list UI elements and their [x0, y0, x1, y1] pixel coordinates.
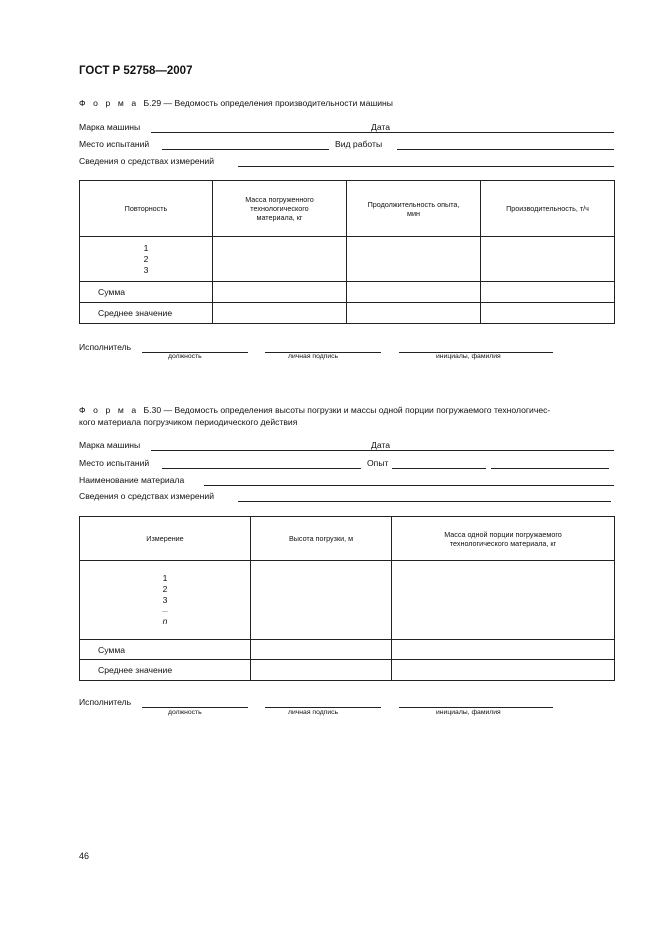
- signature-caption: личная подпись: [288, 709, 339, 716]
- form-29-work-type-field[interactable]: [397, 149, 614, 150]
- table-cell[interactable]: [251, 660, 392, 681]
- table-row-sum: [80, 282, 615, 303]
- table-cell[interactable]: [481, 303, 615, 324]
- position-caption: должность: [168, 709, 202, 716]
- form-30-material-label: Наименование материала: [79, 475, 185, 485]
- row-number: 3: [143, 264, 149, 275]
- form-29-row-brand-date: [79, 122, 614, 134]
- table-header-row: [80, 181, 615, 237]
- row-number: 2: [143, 253, 149, 264]
- table-cell[interactable]: [347, 282, 481, 303]
- form-30-signature-row: [79, 697, 559, 709]
- table-row-mean: [80, 303, 615, 324]
- table-cell[interactable]: [392, 660, 615, 681]
- form-29-title: Б.29 — Ведомость определения производительности машины: [143, 98, 393, 108]
- form-29-instruments-field[interactable]: [238, 166, 614, 167]
- form-29-brand-label: Марка машины: [79, 122, 141, 132]
- row-number: ...: [162, 607, 168, 614]
- table-cell[interactable]: [251, 640, 392, 660]
- form-29-date-field[interactable]: [396, 132, 614, 133]
- form-30-experiment-field-2[interactable]: [491, 468, 609, 469]
- signature-caption: личная подпись: [288, 353, 339, 360]
- mean-label: Среднее значение: [80, 303, 213, 324]
- header-portion-mass: Масса одной порции погружаемого технологического материала, кг: [392, 517, 615, 561]
- sum-label: Сумма: [80, 640, 251, 660]
- table-cell[interactable]: [251, 561, 392, 640]
- measurement-numbers: [80, 561, 251, 640]
- row-number: 1: [143, 242, 149, 253]
- header-measurement: Измерение: [80, 517, 251, 561]
- form-29-table: [79, 180, 615, 324]
- sum-label: Сумма: [80, 282, 213, 303]
- form-30-brand-label: Марка машины: [79, 440, 141, 450]
- table-cell[interactable]: [392, 561, 615, 640]
- form-30-title-1: Б.30 — Ведомость определения высоты погрузки и массы одной порции погружаемого технологичес-: [143, 405, 551, 415]
- form-30-table: [79, 516, 615, 681]
- table-cell[interactable]: [213, 282, 347, 303]
- form-30-row-brand-date: [79, 440, 614, 452]
- table-cell[interactable]: [213, 303, 347, 324]
- form-30-date-field[interactable]: [396, 450, 614, 451]
- form-30-experiment-field-1[interactable]: [392, 468, 486, 469]
- table-cell[interactable]: [481, 282, 615, 303]
- form-29-row-place-work: [79, 139, 614, 151]
- name-field[interactable]: [399, 707, 553, 708]
- position-field[interactable]: [142, 707, 248, 708]
- form-30-row-instruments: [79, 491, 614, 503]
- executor-label: Исполнитель: [79, 697, 132, 707]
- form-29-title-line: [79, 98, 393, 108]
- form-29-instruments-label: Сведения о средствах измерений: [79, 156, 214, 166]
- header-repetition: Повторность: [80, 181, 213, 237]
- form-30-material-field[interactable]: [204, 485, 614, 486]
- form-30-row-material: [79, 475, 614, 487]
- row-number: 1: [162, 573, 168, 583]
- signature-field[interactable]: [265, 707, 381, 708]
- form-30-title-2: кого материала погрузчиком периодического действия: [79, 417, 298, 427]
- form-30-instruments-field[interactable]: [238, 501, 611, 502]
- row-number: 2: [162, 584, 168, 594]
- mean-label: Среднее значение: [80, 660, 251, 681]
- form-30-date-label: Дата: [371, 440, 391, 450]
- header-productivity: Производительность, т/ч: [481, 181, 615, 237]
- name-caption: инициалы, фамилия: [436, 353, 501, 360]
- table-row: [80, 561, 615, 640]
- header-mass-loaded: Масса погруженного технологического материала, кг: [213, 181, 347, 237]
- table-cell[interactable]: [481, 237, 615, 282]
- table-header-row: [80, 517, 615, 561]
- form-30-place-label: Место испытаний: [79, 458, 150, 468]
- form-30-title-line-1: [79, 405, 550, 415]
- executor-label: Исполнитель: [79, 342, 132, 352]
- table-row-mean: [80, 660, 615, 681]
- form-29-row-instruments: [79, 156, 614, 168]
- form-29-place-field[interactable]: [162, 149, 329, 150]
- form-29-work-type-label: Вид работы: [335, 139, 383, 149]
- row-number: 3: [162, 595, 168, 605]
- form-30-form-word: Ф о р м а: [79, 405, 139, 415]
- header-loading-height: Высота погрузки, м: [251, 517, 392, 561]
- form-29-date-label: Дата: [371, 122, 391, 132]
- form-30-experiment-label: Опыт: [367, 458, 389, 468]
- form-30-row-place-experiment: [79, 458, 614, 470]
- repetition-numbers: [80, 237, 213, 282]
- name-caption: инициалы, фамилия: [436, 709, 501, 716]
- table-cell[interactable]: [347, 303, 481, 324]
- form-30-instruments-label: Сведения о средствах измерений: [79, 491, 214, 501]
- page-number: 46: [79, 851, 90, 861]
- table-cell[interactable]: [213, 237, 347, 282]
- document-code: ГОСТ Р 52758—2007: [79, 65, 193, 77]
- position-caption: должность: [168, 353, 202, 360]
- form-30-place-field[interactable]: [162, 468, 361, 469]
- header-duration: Продолжительность опыта, мин: [347, 181, 481, 237]
- form-29-place-label: Место испытаний: [79, 139, 150, 149]
- table-row: [80, 237, 615, 282]
- table-cell[interactable]: [347, 237, 481, 282]
- table-cell[interactable]: [392, 640, 615, 660]
- row-number: n: [162, 616, 168, 626]
- table-row-sum: [80, 640, 615, 660]
- form-29-form-word: Ф о р м а: [79, 98, 139, 108]
